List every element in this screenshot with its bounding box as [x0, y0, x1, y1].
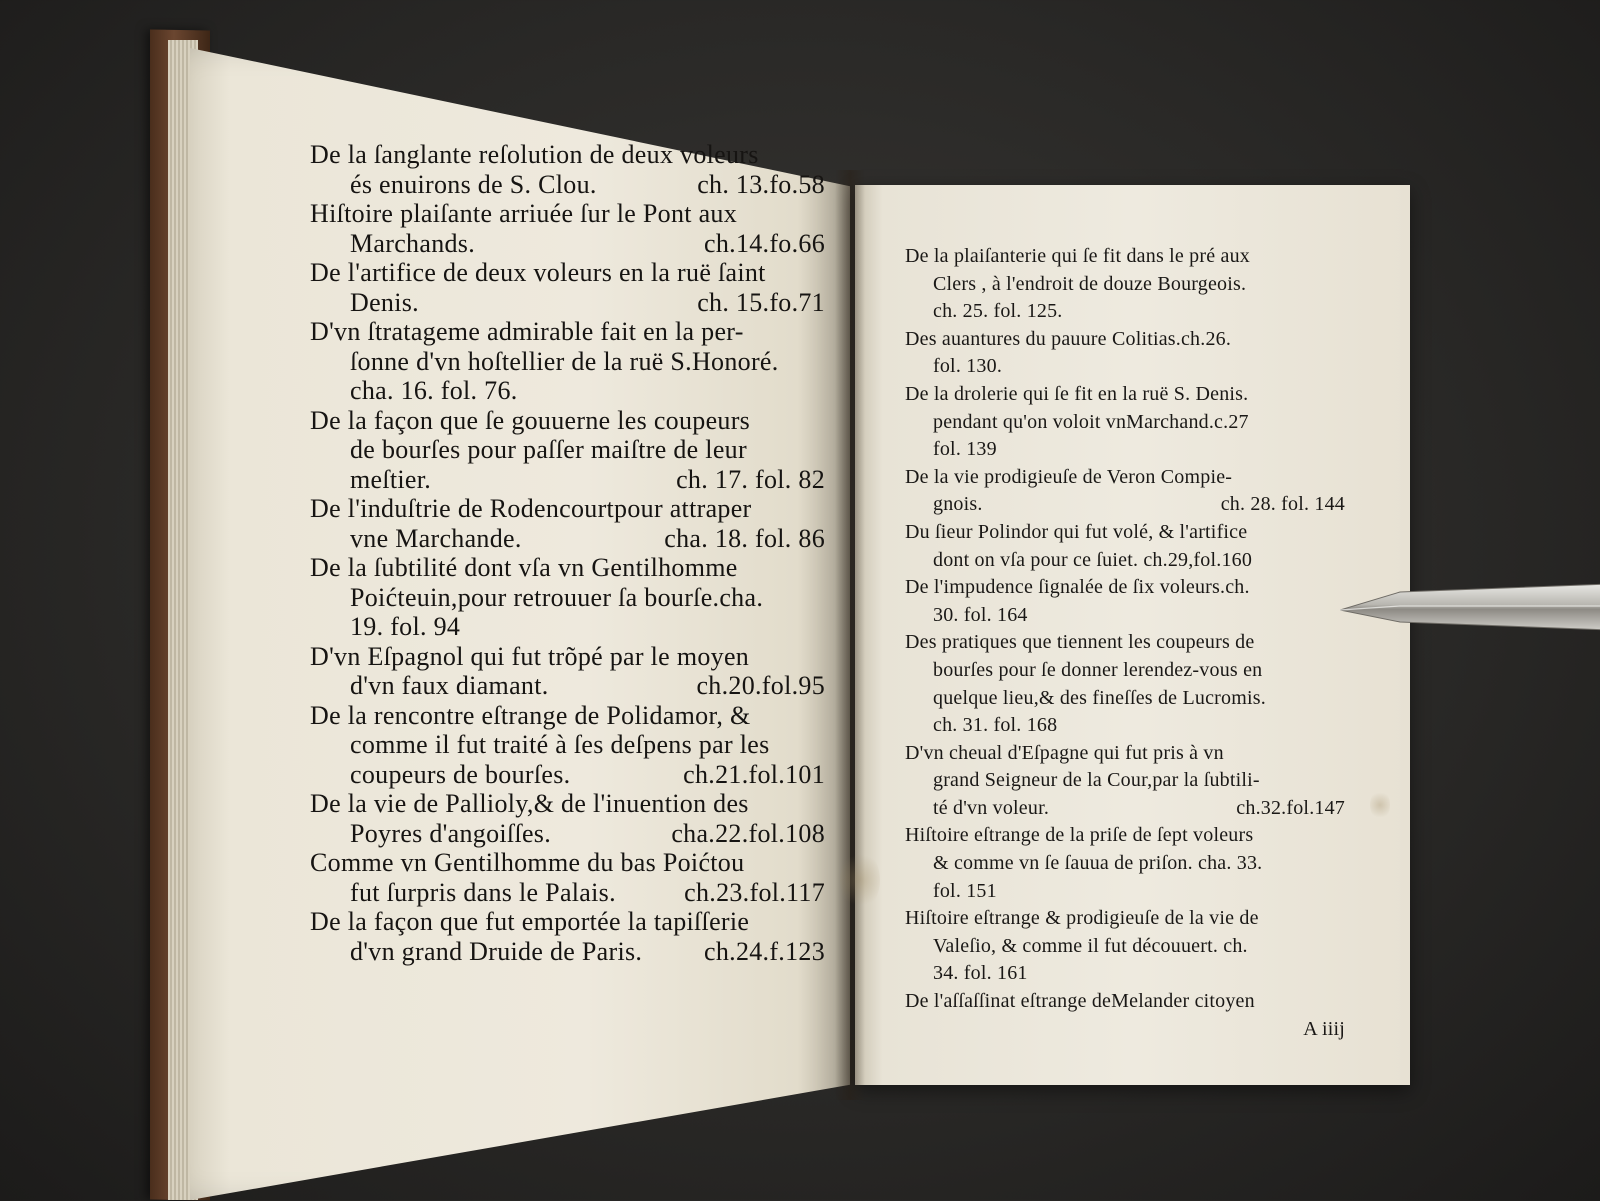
chapter-folio-reference: cha.22.fol.108 — [671, 818, 825, 848]
entry-heading-line: D'vn ſtratageme admirable fait en la per- — [310, 317, 744, 346]
chapter-folio-reference: ch. 15.fo.71 — [697, 287, 825, 317]
entry-continuation-line: fol. 151 — [933, 879, 997, 902]
entry-continuation-line — [310, 524, 825, 554]
entry-continuation-line: grand Seigneur de la Cour,par la ſubtili- — [933, 769, 1260, 792]
entry-continuation-line: quelque lieu,& des fineſſes de Lucromis. — [933, 686, 1266, 709]
entry-continuation-line: Poićteuin,pour retrouuer ſa bourſe.cha. — [350, 582, 764, 612]
chapter-folio-reference: ch.24.f.123 — [704, 936, 825, 966]
entry-heading-line: De la façon que ſe gouuerne les coupeurs — [310, 405, 751, 435]
entry-continuation-line: pendant qu'on voloit vnMarchand.c.27 — [933, 410, 1249, 433]
book-gutter — [835, 170, 865, 1100]
entry-continuation-line: de bourſes pour paſſer maiſtre de leur — [350, 435, 747, 464]
entry-continuation-line — [310, 937, 825, 967]
chapter-folio-reference: ch.20.fol.95 — [696, 671, 825, 700]
entry-continuation-line — [905, 491, 1345, 519]
chapter-folio-reference: ch. 13.fo.58 — [697, 169, 825, 199]
entry-text: Poyres d'angoiſſes. — [350, 818, 552, 848]
page-stain — [1370, 790, 1390, 820]
chapter-folio-reference: ch. 17. fol. 82 — [676, 464, 825, 494]
entry-heading-line: De l'aſſaſſinat eſtrange deMelander citoyen — [905, 990, 1255, 1013]
entry-heading-line: De l'artifice de deux voleurs en la ruë ſaint — [310, 258, 766, 287]
entry-text: d'vn faux diamant. — [350, 671, 549, 700]
entry-continuation-line: 34. fol. 161 — [933, 962, 1028, 985]
entry-continuation-line — [905, 795, 1345, 823]
entry-continuation-line — [310, 878, 825, 908]
entry-continuation-line: Clers , à l'endroit de douze Bourgeois. — [933, 272, 1247, 295]
entry-continuation-line: fol. 139 — [933, 438, 997, 461]
entry-continuation-line — [310, 671, 825, 701]
entry-continuation-line: Valeſio, & comme il fut découuert. ch. — [933, 934, 1248, 957]
entry-heading-line: Comme vn Gentilhomme du bas Poićtou — [310, 848, 745, 877]
entry-continuation-line: 30. fol. 164 — [933, 603, 1028, 626]
entry-continuation-line: fol. 130. — [933, 355, 1003, 378]
entry-continuation-line — [310, 465, 825, 495]
entry-heading-line: Hiſtoire plaiſante arriuée ſur le Pont aux — [310, 199, 738, 228]
entry-heading-line: De la drolerie qui ſe fit en la ruë S. Denis. — [905, 382, 1249, 405]
entry-text: Denis. — [350, 287, 419, 317]
entry-heading-line: De la ſubtilité dont vſa vn Gentilhomme — [310, 553, 738, 582]
entry-heading-line: De la vie prodigieuſe de Veron Compie- — [905, 465, 1233, 488]
entry-continuation-line: cha. 16. fol. 76. — [350, 376, 518, 405]
entry-continuation-line: ch. 25. fol. 125. — [933, 300, 1063, 323]
entry-continuation-line — [310, 170, 825, 200]
letter-opener-blade — [1340, 580, 1600, 632]
signature-mark: A iiij — [1303, 1017, 1345, 1040]
entry-continuation-line — [310, 288, 825, 318]
entry-heading-line: Hiſtoire eſtrange & prodigieuſe de la vie de — [905, 907, 1259, 930]
chapter-folio-reference: ch. 28. fol. 144 — [1220, 493, 1345, 516]
entry-heading-line: De la vie de Pallioly,& de l'inuention des — [310, 789, 749, 818]
entry-heading-line: De l'induſtrie de Rodencourtpour attraper — [310, 494, 752, 523]
entry-heading-line: Hiſtoire eſtrange de la priſe de ſept voleurs — [905, 824, 1254, 847]
entry-continuation-line: comme il fut traité à ſes deſpens par les — [350, 730, 770, 759]
entry-continuation-line — [310, 760, 825, 790]
entry-heading-line: Des pratiques que tiennent les coupeurs de — [905, 631, 1255, 654]
chapter-folio-reference: cha. 18. fol. 86 — [664, 523, 825, 553]
entry-heading-line: De l'impudence ſignalée de ſix voleurs.ch. — [905, 576, 1250, 599]
entry-heading-line: D'vn cheual d'Eſpagne qui fut pris à vn — [905, 741, 1224, 764]
left-page-text — [310, 140, 825, 1100]
entry-heading-line: De la rencontre eſtrange de Polidamor, & — [310, 700, 751, 730]
entry-text: Marchands. — [350, 228, 476, 258]
entry-continuation-line: dont on vſa pour ce ſuiet. ch.29,fol.160 — [933, 548, 1253, 571]
chapter-folio-reference: ch.23.fol.117 — [684, 877, 825, 907]
entry-text: meſtier. — [350, 464, 432, 494]
entry-text: vne Marchande. — [350, 523, 522, 553]
chapter-folio-reference: ch.14.fo.66 — [704, 228, 825, 258]
entry-heading-line: Des auantures du pauure Colitias.ch.26. — [905, 327, 1232, 350]
entry-text: d'vn grand Druide de Paris. — [350, 936, 643, 966]
entry-continuation-line: bourſes pour ſe donner lerendez-vous en — [933, 658, 1263, 681]
entry-heading-line: D'vn Eſpagnol qui fut trõpé par le moyen — [310, 641, 750, 671]
right-page-text — [905, 243, 1345, 1043]
entry-heading-line: De la façon que fut emportée la tapiſſerie — [310, 907, 750, 936]
entry-continuation-line: 19. fol. 94 — [350, 612, 461, 641]
entry-text: és enuirons de S. Clou. — [350, 169, 597, 199]
entry-continuation-line: & comme vn ſe ſauua de priſon. cha. 33. — [933, 852, 1263, 875]
entry-heading-line: De la ſanglante reſolution de deux voleurs — [310, 140, 759, 169]
entry-continuation-line — [310, 819, 825, 849]
entry-text: gnois. — [933, 493, 983, 516]
entry-heading-line: Du ſieur Polindor qui fut volé, & l'artifice — [905, 520, 1248, 543]
entry-heading-line: De la plaiſanterie qui ſe fit dans le pré aux — [905, 245, 1250, 267]
entry-continuation-line — [310, 229, 825, 259]
chapter-folio-reference: ch.32.fol.147 — [1236, 796, 1345, 819]
page-stain — [840, 850, 880, 910]
chapter-folio-reference: ch.21.fol.101 — [683, 759, 825, 789]
entry-continuation-line: ſonne d'vn hoſtellier de la ruë S.Honoré. — [350, 346, 779, 376]
entry-text: fut ſurpris dans le Palais. — [350, 877, 616, 907]
entry-continuation-line: ch. 31. fol. 168 — [933, 714, 1058, 737]
entry-text: coupeurs de bourſes. — [350, 759, 571, 789]
entry-text: té d'vn voleur. — [933, 796, 1050, 819]
